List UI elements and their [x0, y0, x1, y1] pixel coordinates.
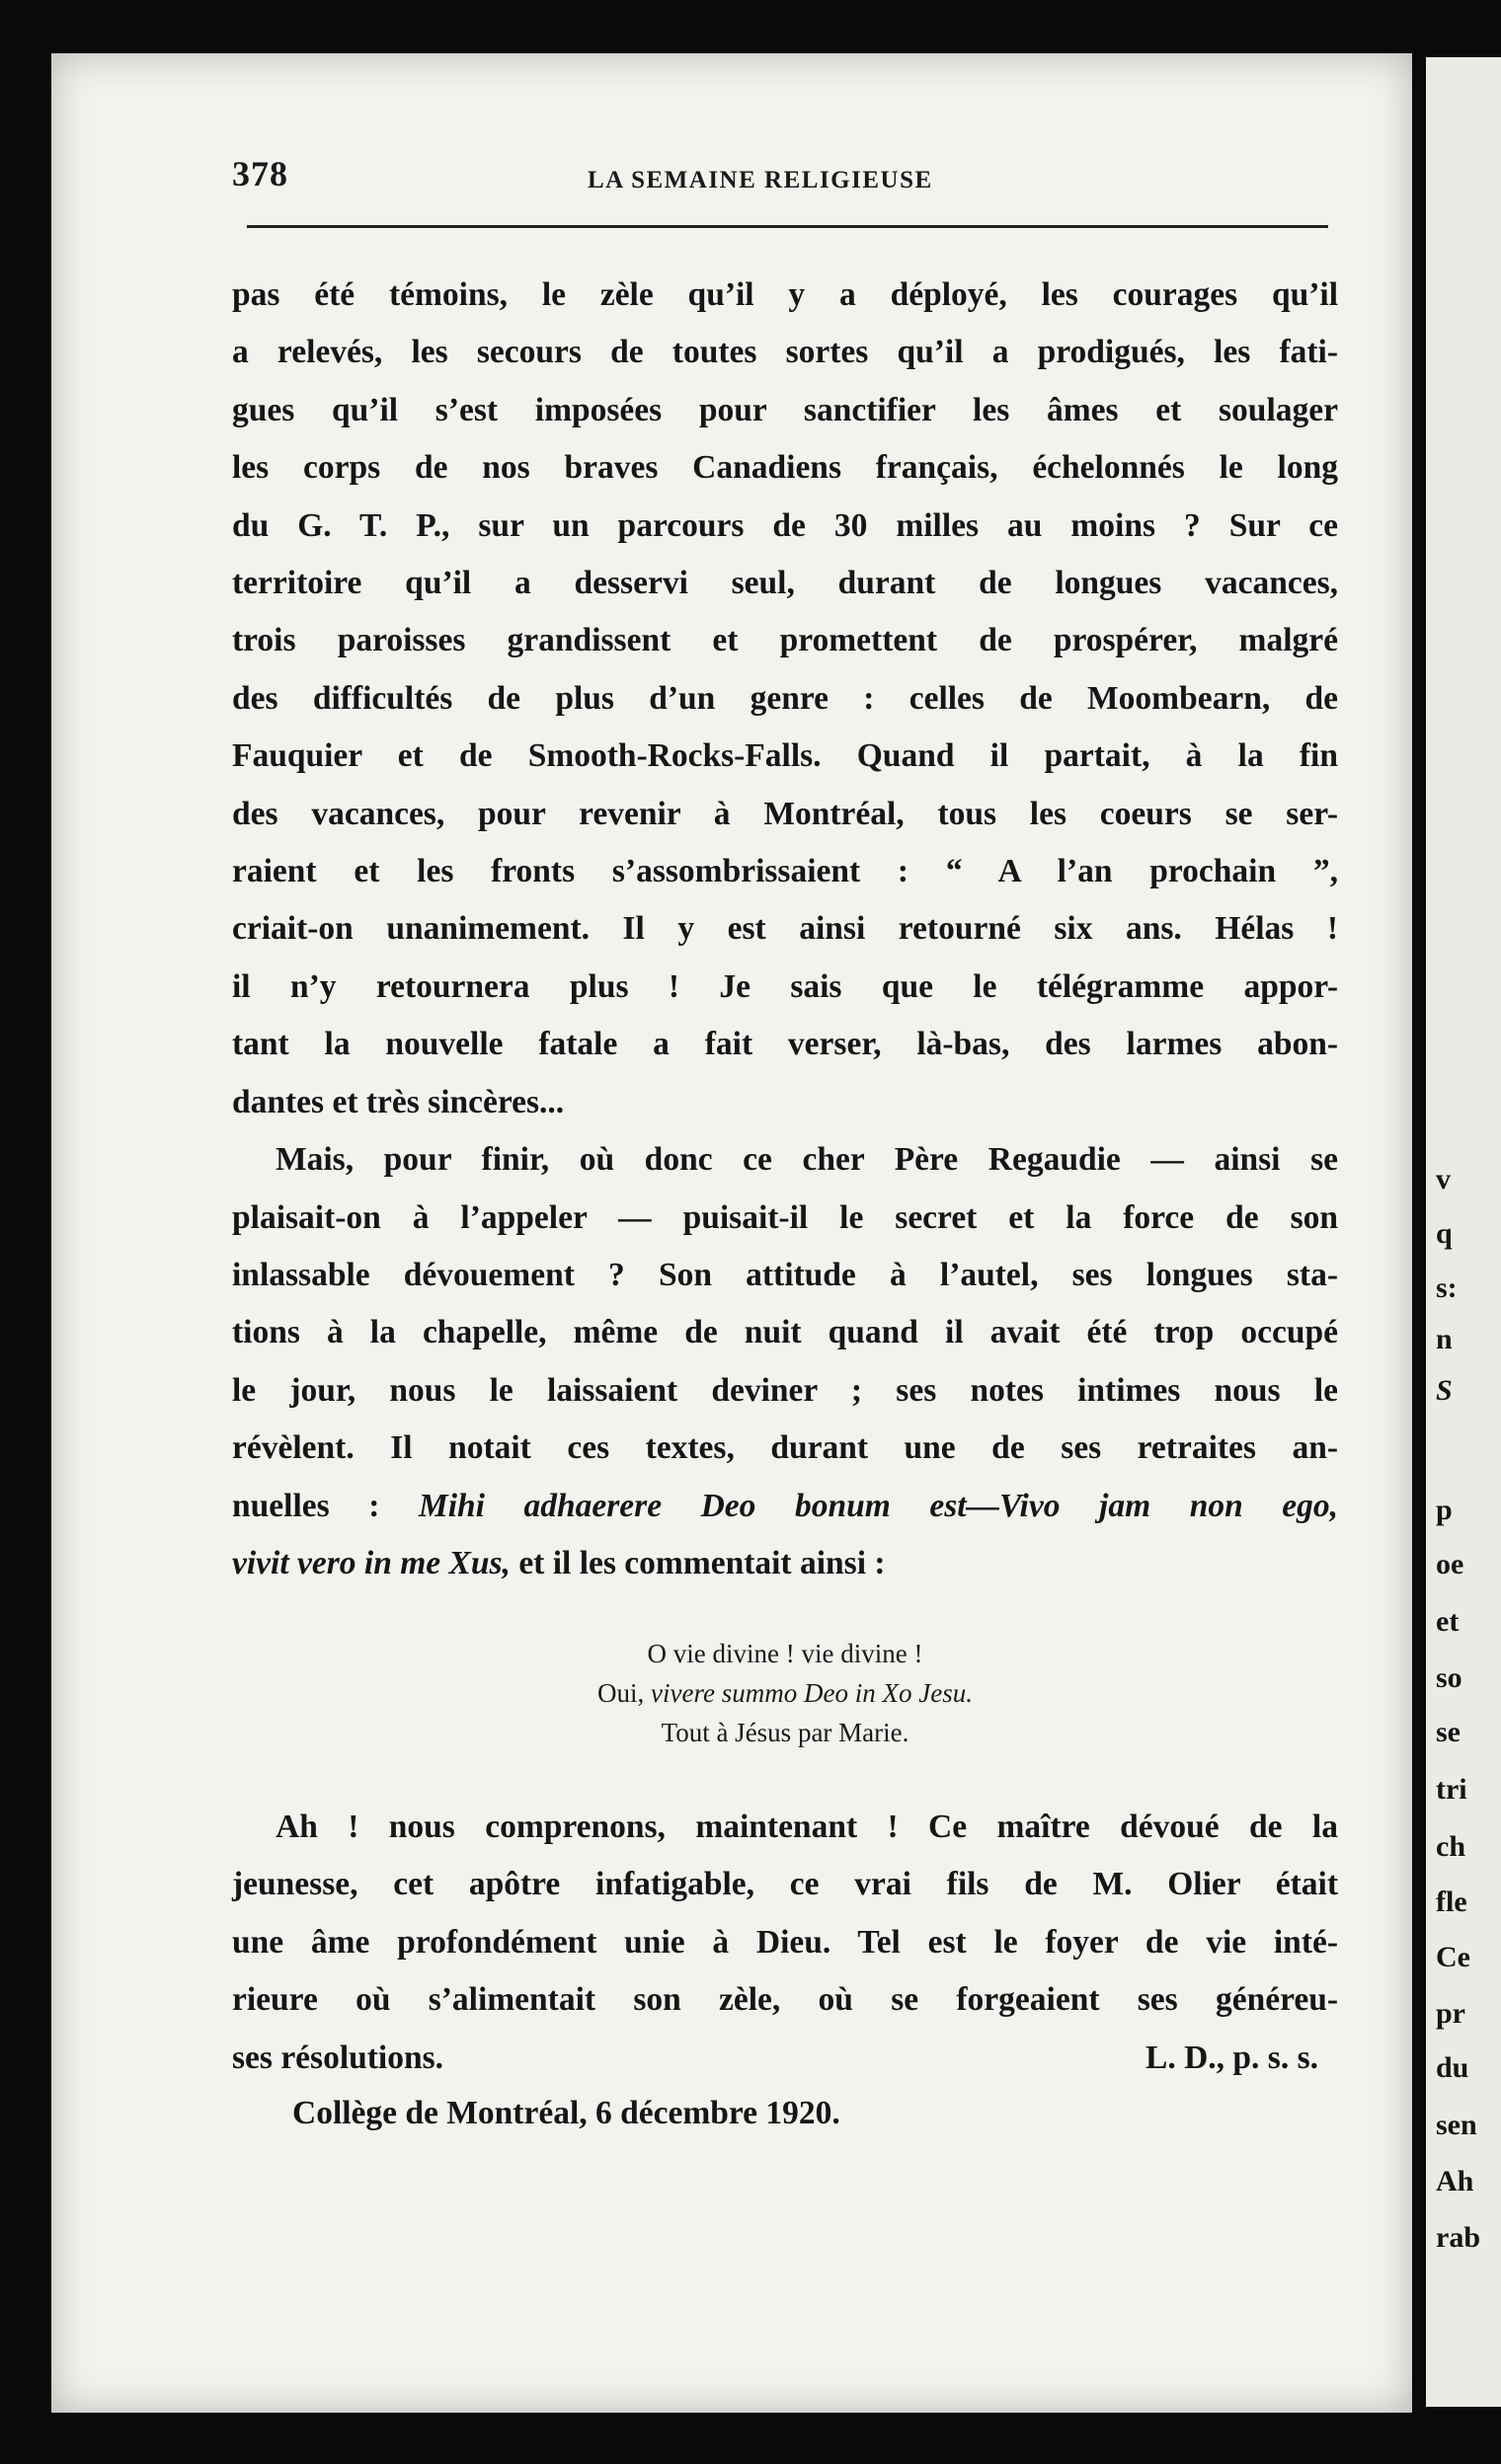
verse-line: Tout à Jésus par Marie. [661, 1718, 909, 1747]
text-line: il n’y retournera plus ! Je sais que le télégramme appor- [232, 967, 1338, 1005]
text-run: Oui, [597, 1678, 652, 1708]
text-line: le jour, nous le laissaient deviner ; ses notes intimes nous le [232, 1371, 1338, 1409]
text-line: dantes et très sincères... [232, 1083, 565, 1120]
next-page-fragment: S [1436, 1374, 1453, 1407]
next-page-fragment: tri [1436, 1773, 1467, 1806]
next-page-fragment: p [1436, 1494, 1453, 1526]
latin-quote: vivere summo Deo in Xo Jesu. [651, 1678, 973, 1708]
text-line: révèlent. Il notait ces textes, durant une de ses retraites an- [232, 1429, 1338, 1467]
running-head: LA SEMAINE RELIGIEUSE [588, 167, 933, 193]
verse-quotation [232, 1634, 1338, 1752]
text-line: territoire qu’il a desservi seul, durant de longues vacances, [232, 565, 1338, 602]
text-line: Mais, pour finir, où donc ce cher Père Regaudie — ainsi se [276, 1141, 1338, 1179]
next-page-fragment: Ce [1436, 1941, 1470, 1973]
text-line: gues qu’il s’est imposées pour sanctifier les âmes et soulager [232, 391, 1338, 428]
next-page-fragment: se [1436, 1716, 1461, 1748]
next-page-fragment: rab [1436, 2221, 1480, 2254]
paragraph-3-body [232, 1799, 1338, 2087]
next-page-fragment: ch [1436, 1830, 1465, 1863]
text-line: tant la nouvelle fatale a fait verser, là-bas, des larmes abon- [232, 1026, 1338, 1063]
text-line [232, 1535, 1338, 1592]
text-line: inlassable dévouement ? Son attitude à l’autel, ses longues sta- [232, 1256, 1338, 1293]
next-page-fragment: pr [1436, 1997, 1465, 2030]
text-run: ses résolutions. [232, 2039, 444, 2076]
text-line: des difficultés de plus d’un genre : celles de Moombearn, de [232, 679, 1338, 717]
text-line: criait-on unanimement. Il y est ainsi retourné six ans. Hélas ! [232, 910, 1338, 948]
next-page-fragment: et [1436, 1605, 1460, 1638]
text-run: nuelles : [232, 1487, 419, 1524]
text-line: tions à la chapelle, même de nuit quand il avait été trop occupé [232, 1314, 1338, 1351]
text-line: rieure où s’alimentait son zèle, où se forgeaient ses généreu- [232, 1981, 1338, 2019]
signature: L. D., p. s. s. [1146, 2039, 1318, 2076]
paragraph-1 [232, 267, 1338, 1131]
latin-quote: vivit vero in me Xus, [232, 1544, 511, 1581]
text-line: plaisait-on à l’appeler — puisait-il le secret et la force de son [232, 1198, 1338, 1236]
next-page-fragment: Ah [1436, 2165, 1474, 2197]
latin-quote: Mihi adhaerere Deo bonum est—Vivo jam non ego, [418, 1487, 1339, 1524]
next-page-fragment: du [1436, 2051, 1469, 2084]
text-line: des vacances, pour revenir à Montréal, tous les coeurs se ser- [232, 795, 1338, 832]
verse-line: O vie divine ! vie divine ! [647, 1639, 923, 1668]
adjacent-page-edge [1426, 57, 1501, 2407]
text-line: les corps de nos braves Canadiens français, échelonnés le long [232, 449, 1338, 487]
next-page-fragment: fle [1436, 1886, 1467, 1918]
paragraph-2 [232, 1131, 1338, 1592]
text-line: du G. T. P., sur un parcours de 30 milles au moins ? Sur ce [232, 506, 1338, 544]
text-line [232, 1478, 1338, 1535]
next-page-fragment: n [1436, 1323, 1453, 1355]
text-line: raient et les fronts s’assombrissaient : “ A l’an prochain ”, [232, 853, 1338, 890]
next-page-fragment: v [1436, 1163, 1451, 1195]
page-number: 378 [232, 154, 288, 193]
text-run: et il les commentait ainsi : [510, 1544, 886, 1581]
next-page-fragment: q [1436, 1217, 1453, 1250]
text-line: jeunesse, cet apôtre infatigable, ce vrai fils de M. Olier était [232, 1866, 1338, 1903]
next-page-fragment: so [1436, 1661, 1462, 1694]
text-line: Fauquier et de Smooth-Rocks-Falls. Quand il partait, à la fin [232, 737, 1338, 775]
header-rule [247, 225, 1328, 228]
text-line: une âme profondément unie à Dieu. Tel est le foyer de vie inté- [232, 1923, 1338, 1961]
next-page-fragment: oe [1436, 1548, 1464, 1580]
text-line: a relevés, les secours de toutes sortes qu’il a prodigués, les fati- [232, 334, 1338, 371]
verse-line [232, 1673, 1338, 1713]
next-page-fragment: sen [1436, 2109, 1477, 2141]
page-header [232, 153, 1338, 192]
text-line: pas été témoins, le zèle qu’il y a déployé, les courages qu’il [232, 276, 1338, 313]
paragraph-3 [232, 1799, 1338, 2087]
text-line: trois paroisses grandissent et promettent de prospérer, malgré [232, 622, 1338, 659]
body-text [232, 267, 1338, 1592]
text-line: Ah ! nous comprenons, maintenant ! Ce maître dévoué de la [276, 1809, 1338, 1845]
dateline: Collège de Montréal, 6 décembre 1920. [292, 2095, 840, 2131]
text-line [232, 2030, 1338, 2087]
next-page-fragment: s: [1436, 1271, 1458, 1304]
